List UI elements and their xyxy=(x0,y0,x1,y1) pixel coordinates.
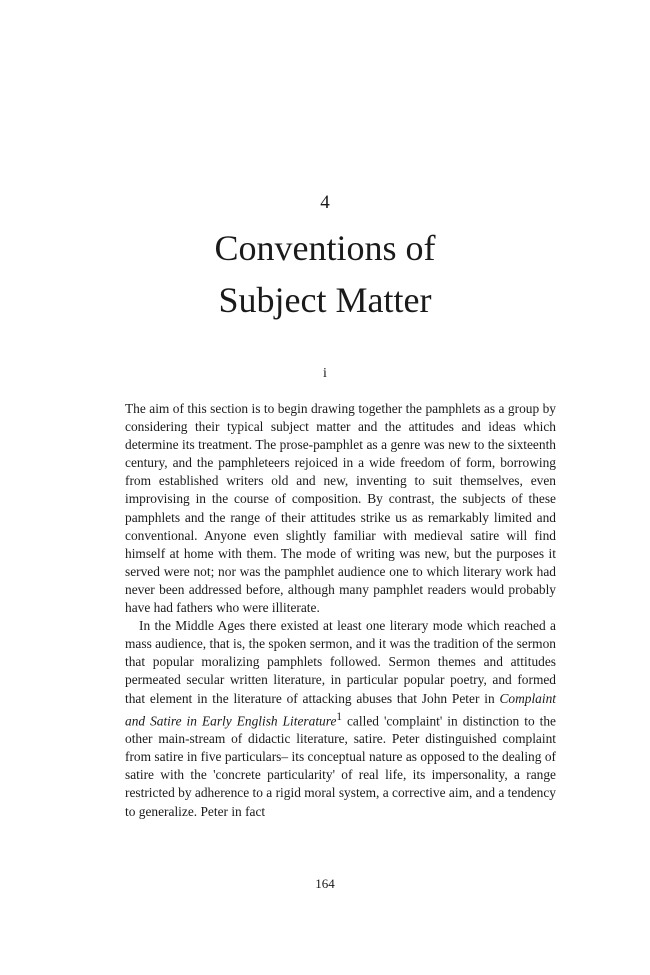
chapter-title xyxy=(0,222,650,326)
chapter-title-line-2: Subject Matter xyxy=(218,280,432,320)
page-number: 164 xyxy=(315,876,335,891)
footnote-reference: 1 xyxy=(336,710,342,723)
paragraph-2-text-after: called 'complaint' in distinction to the other main-stream of didactic literature, satire. Peter distinguished complaint from satire in five particulars– its conceptual nature as opposed to the dealing of satire with the 'concrete particularity' of real life, its impersonality, a range restricted by adherence to a rigid moral system, a corrective aim, and a tendency to generalize. Peter in fact xyxy=(125,713,556,819)
cited-book-title: Complaint and Satire in Early English Literature xyxy=(125,690,556,729)
paragraph-2 xyxy=(125,617,556,821)
paragraph-2-text-before: In the Middle Ages there existed at least one literary mode which reached a mass audience, that is, the spoken sermon, and it was the tradition of the sermon that popular moralizing pamphlets followed. Sermon themes and attitudes permeated secular written literature, in particular popular poetry, and formed that element in the literature of attacking abuses that John Peter in xyxy=(125,618,556,706)
body-text xyxy=(125,400,556,821)
chapter-number: 4 xyxy=(320,192,330,213)
paragraph-1: The aim of this section is to begin drawing together the pamphlets as a group by considering their typical subject matter and the attitudes and ideas which determine its treatment. The prose-pamphlet as a genre was new to the sixteenth century, and the pamphleteers rejoiced in a wide freedom of form, borrowing from established writers old and new, inventing to suit themselves, even improvising in the course of composition. By contrast, the subjects of these pamphlets and the range of their attitudes strike us as remarkably limited and conventional. Anyone even slightly familiar with medieval satire will find himself at home with them. The mode of writing was new, but the purposes it served were not; nor was the pamphlet audience one to which literary work had never been addressed before, although many pamphlet readers would probably have had fathers who were illiterate. xyxy=(125,401,556,616)
chapter-title-line-1: Conventions of xyxy=(214,228,436,268)
section-number: i xyxy=(323,366,327,381)
